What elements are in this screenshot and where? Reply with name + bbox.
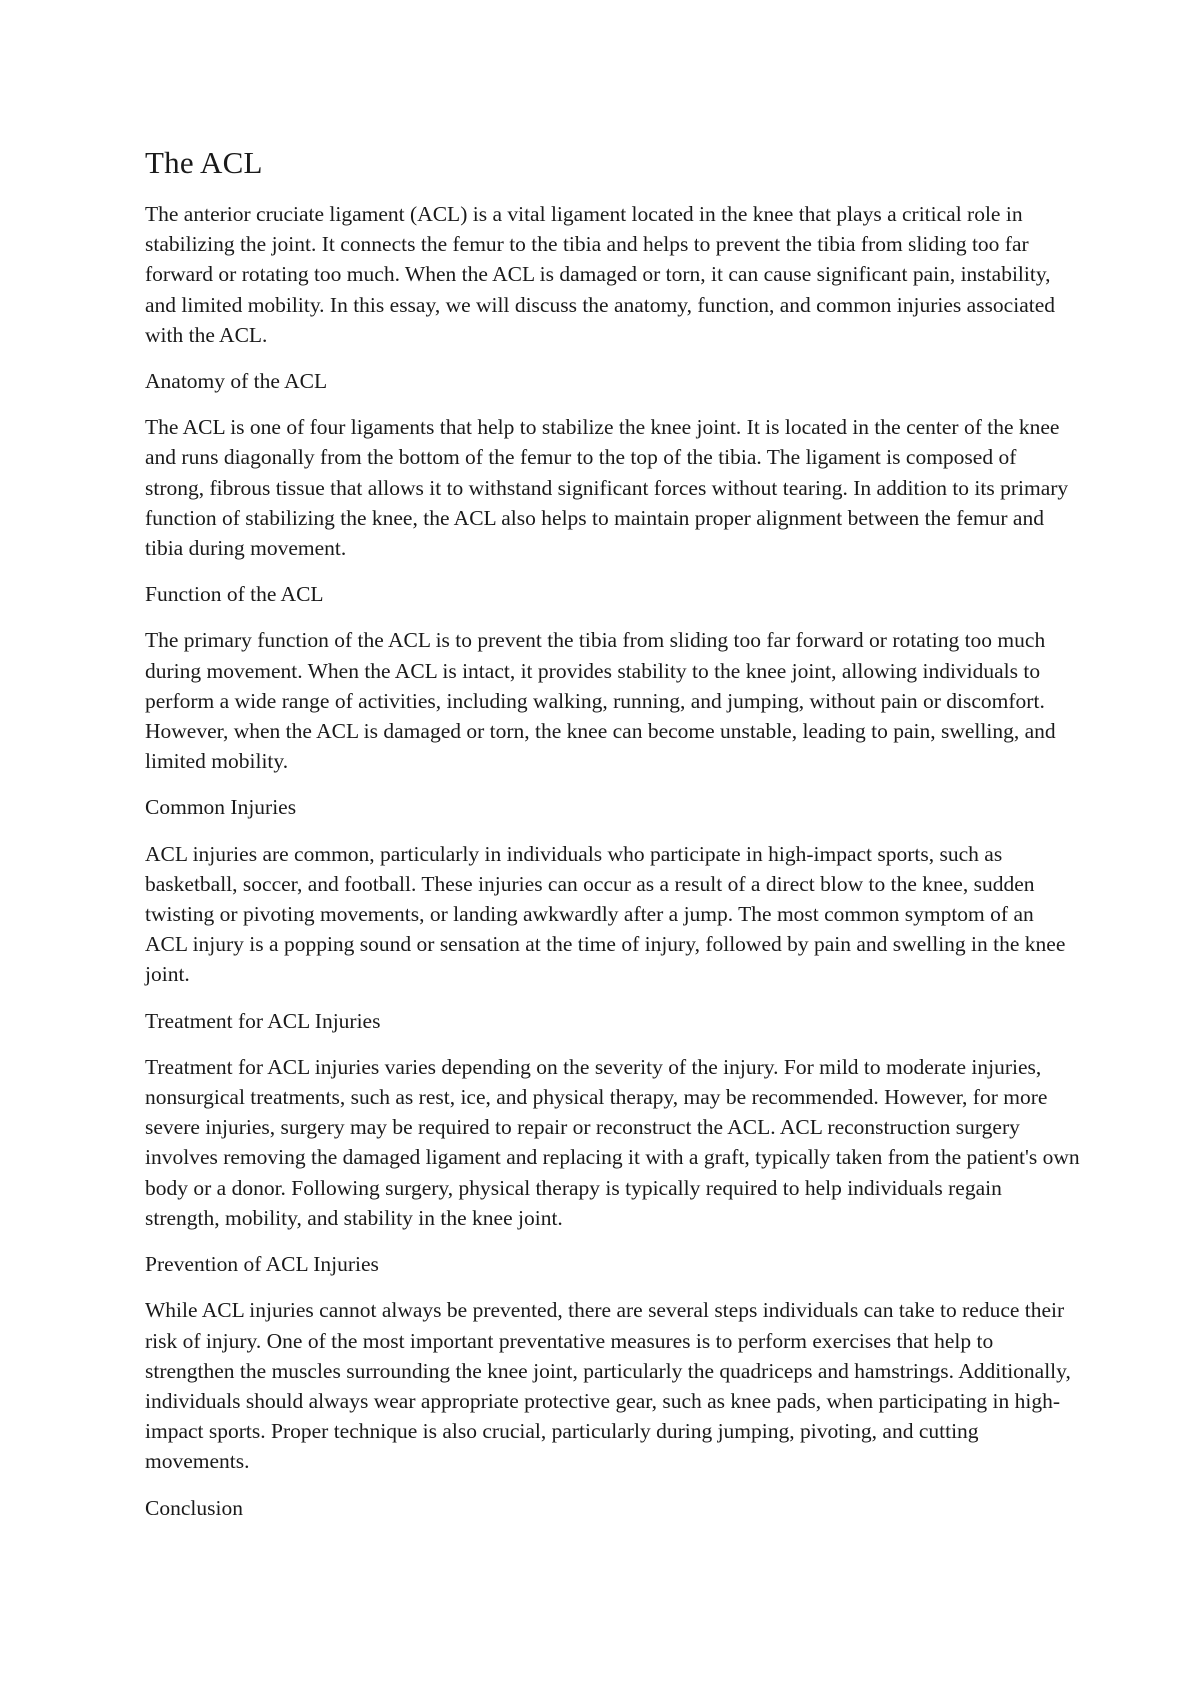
document-title: The ACL — [145, 145, 263, 180]
intro-paragraph: The anterior cruciate ligament (ACL) is a vital ligament located in the knee that plays a critical role in stabilizing the joint. It connects the femur to the tibia and helps to prevent the tibia from sliding too far forward or rotating too much. When the ACL is damaged or torn, it can cause significant pain, instability, and limited mobility. In this essay, we will discuss the anatomy, function, and common injuries associated with the ACL. — [145, 202, 1056, 347]
section-heading-common-injuries: Common Injuries — [145, 795, 297, 820]
section-heading-function: Function of the ACL — [145, 582, 324, 607]
section-body-function: The primary function of the ACL is to prevent the tibia from sliding too far forward or rotating too much during movement. When the ACL is intact, it provides stability to the knee joint, allowing individuals to perform a wide range of activities, including walking, running, and jumping, without pain or discomfort. However, when the ACL is damaged or torn, the knee can become unstable, leading to pain, swelling, and limited mobility. — [145, 628, 1056, 774]
section-heading-treatment: Treatment for ACL Injuries — [145, 1008, 381, 1033]
section-heading-conclusion: Conclusion — [145, 1495, 243, 1520]
section-body-anatomy: The ACL is one of four ligaments that help to stabilize the knee joint. It is located in the center of the knee and runs diagonally from the bottom of the femur to the top of the tibia. The ligament is composed of strong, fibrous tissue that allows it to withstand significant forces without tearing. In addition to its primary function of stabilizing the knee, the ACL also helps to maintain proper alignment between the femur and tibia during movement. — [145, 415, 1069, 561]
section-heading-prevention: Prevention of ACL Injuries — [145, 1252, 379, 1277]
section-body-treatment: Treatment for ACL injuries varies depending on the severity of the injury. For mild to moderate injuries, nonsurgical treatments, such as rest, ice, and physical therapy, may be recommended. However, for more severe injuries, surgery may be required to repair or reconstruct the ACL. ACL reconstruction surgery involves removing the damaged ligament and replacing it with a graft, typically taken from the patient's own body or a donor. Following surgery, physical therapy is typically required to help individuals regain strength, mobility, and stability in the knee joint. — [145, 1054, 1080, 1230]
section-heading-anatomy: Anatomy of the ACL — [145, 369, 328, 394]
section-body-prevention: While ACL injuries cannot always be prevented, there are several steps individuals can take to reduce their risk of injury. One of the most important preventative measures is to perform exercises that help to strengthen the muscles surrounding the knee joint, particularly the quadriceps and hamstrings. Additionally, individuals should always wear appropriate protective gear, such as knee pads, when participating in high-impact sports. Proper technique is also crucial, particularly during jumping, pivoting, and cutting movements. — [145, 1298, 1071, 1474]
section-body-common-injuries: ACL injuries are common, particularly in individuals who participate in high-impact sports, such as basketball, soccer, and football. These injuries can occur as a result of a direct blow to the knee, sudden twisting or pivoting movements, or landing awkwardly after a jump. The most common symptom of an ACL injury is a popping sound or sensation at the time of injury, followed by pain and swelling in the knee joint. — [145, 841, 1066, 987]
